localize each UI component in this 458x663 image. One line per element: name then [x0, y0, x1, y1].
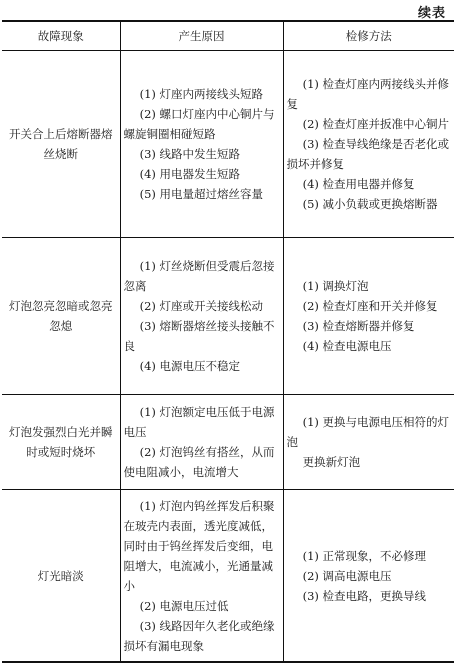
cause-item: (5) 用电量超过熔丝容量	[139, 187, 264, 201]
cause-item: (4) 电源电压不稳定	[139, 359, 241, 373]
cause-item: (2) 电源电压过低	[139, 598, 229, 613]
cause-item: (3) 线路中发生短路	[139, 147, 241, 161]
phenomenon-cell: 开关合上后熔断器熔丝烧断	[2, 51, 120, 238]
method-cell	[283, 51, 454, 238]
method-item: (2) 调高电源电压	[302, 568, 392, 583]
header-method: 检修方法	[283, 21, 454, 51]
method-item: (1) 更换与电源电压相符的灯泡	[286, 415, 450, 449]
method-item: (4) 检查电源电压	[302, 339, 392, 353]
table-row	[2, 51, 454, 238]
method-item: (3) 检查电路，更换导线	[302, 588, 427, 603]
cause-cell	[120, 490, 283, 663]
cause-item: (2) 螺口灯座内中心铜片与螺旋铜圈相碰短路	[123, 107, 275, 141]
method-cell	[283, 238, 454, 395]
cause-item: (4) 用电器发生短路	[139, 167, 241, 181]
method-item: (1) 调换灯泡	[302, 279, 369, 293]
phenomenon-cell: 灯泡发强烈白光并瞬时或短时烧坏	[2, 395, 120, 490]
method-cell	[283, 490, 454, 663]
table-row	[2, 395, 454, 490]
cause-item: (2) 灯泡钨丝有搭丝，从而使电阻减小，电流增大	[123, 445, 275, 479]
continued-label: 续表	[417, 6, 446, 21]
method-item: (1) 正常现象，不必修理	[302, 548, 427, 563]
method-cell	[283, 395, 454, 490]
method-item: (2) 检查灯座并扳准中心铜片	[302, 117, 450, 131]
phenomenon-cell: 灯泡忽亮忽暗或忽亮忽熄	[2, 238, 120, 395]
cause-item: (1) 灯丝烧断但受震后忽接忽离	[123, 259, 275, 293]
cause-item: (1) 灯座内两接线头短路	[139, 87, 264, 101]
method-item: (5) 减小负载或更换熔断器	[302, 197, 438, 211]
method-item: (3) 检查熔断器并修复	[302, 319, 415, 333]
cause-cell	[120, 395, 283, 490]
header-row	[2, 21, 454, 51]
cause-item: (3) 线路因年久老化或绝缘损坏有漏电现象	[123, 618, 275, 653]
method-item: 更换新灯泡	[302, 455, 361, 469]
method-item: (4) 检查用电器并修复	[302, 177, 415, 191]
method-item: (3) 检查导线绝缘是否老化或损坏并修复	[286, 137, 450, 171]
cause-item: (1) 灯泡额定电压低于电源电压	[123, 405, 275, 439]
cause-cell	[120, 238, 283, 395]
phenomenon-cell: 灯光暗淡	[2, 490, 120, 663]
table-row	[2, 490, 454, 663]
cause-cell	[120, 51, 283, 238]
method-item: (2) 检查灯座和开关并修复	[302, 299, 438, 313]
header-cause: 产生原因	[120, 21, 283, 51]
fault-table	[2, 20, 454, 663]
table-row	[2, 238, 454, 395]
method-item: (1) 检查灯座内两接线头并修复	[286, 77, 450, 111]
header-phenomenon: 故障现象	[2, 21, 120, 51]
cause-item: (2) 灯座或开关接线松动	[139, 299, 264, 313]
cause-item: (3) 熔断器熔丝接头接触不良	[123, 319, 275, 353]
cause-item: (1) 灯泡内钨丝挥发后积聚在玻壳内表面，透光度减低，同时由于钨丝挥发后变细，电阻增大，电流减小，光通量减小	[123, 498, 275, 593]
